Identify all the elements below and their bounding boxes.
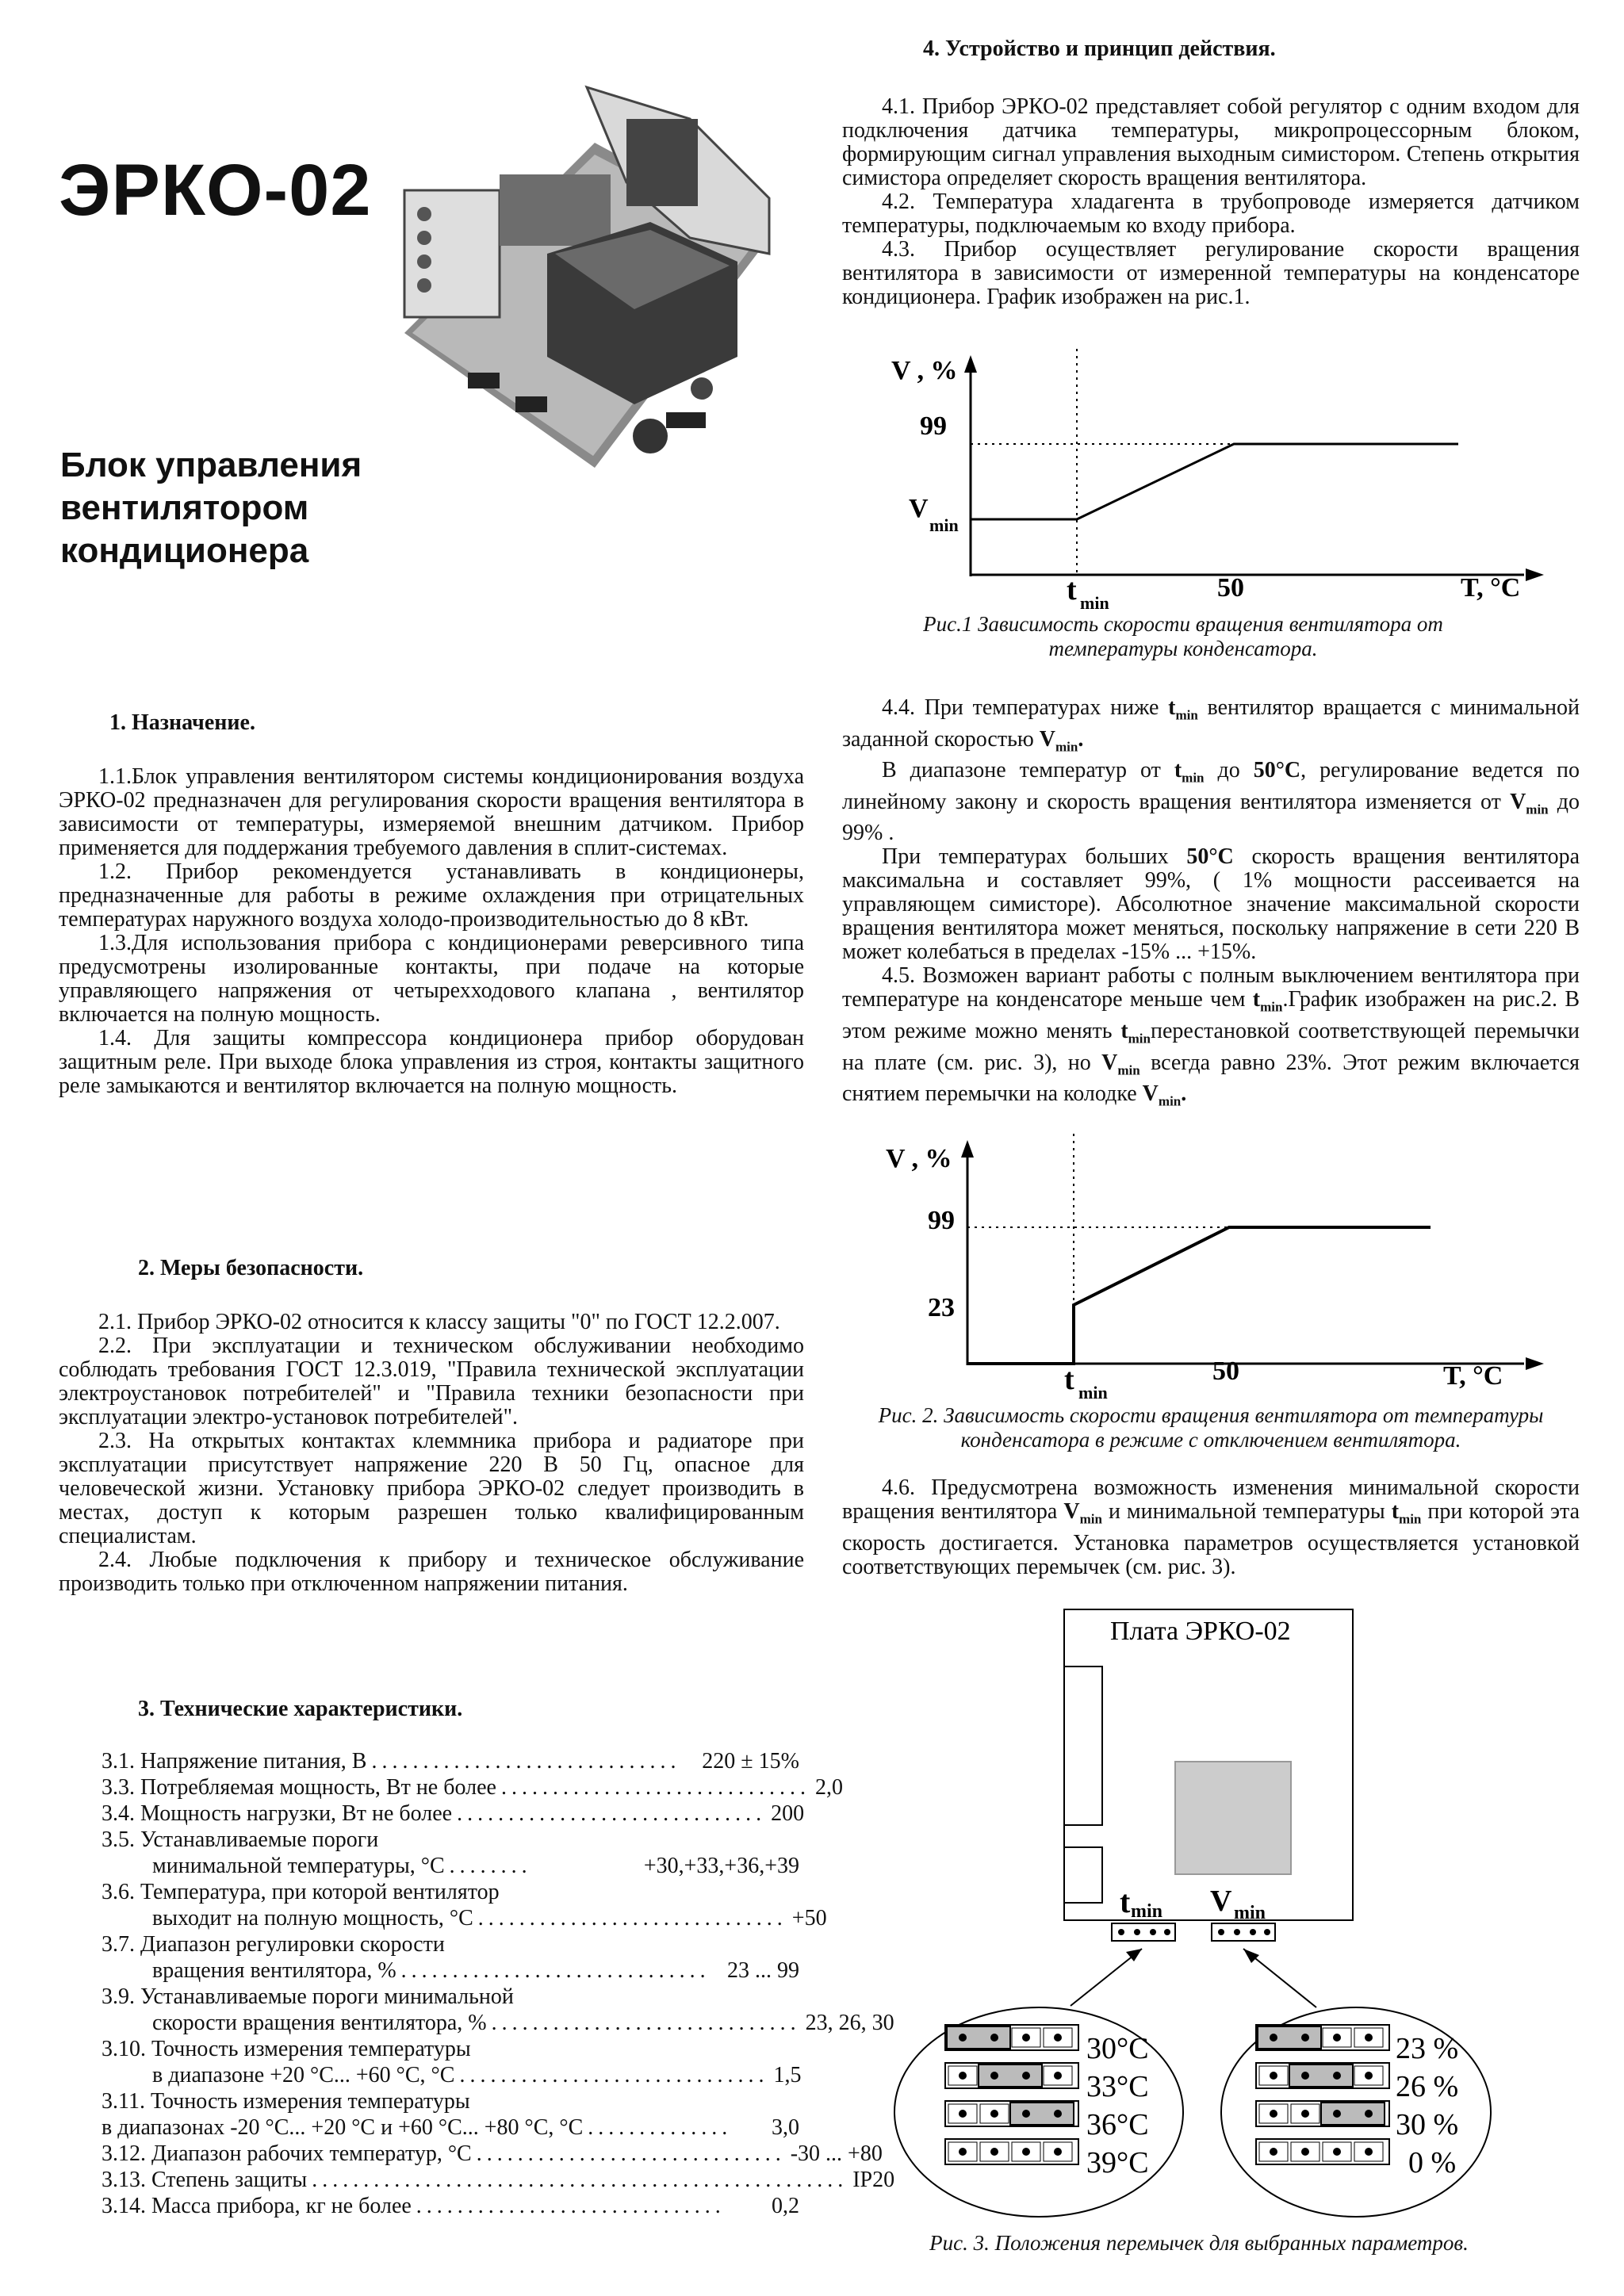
board-label: Плата ЭРКО-02 [1110,1617,1291,1646]
x-tick-50: 50 [1212,1357,1239,1386]
spec-row: 3.11. Точность измерения температуры [102,2089,470,2114]
spec-row: выходит на полную мощность, °С .............................. +50 [152,1906,827,1931]
paragraph: 2.2. При эксплуатации и техническом обслуживании необходимо соблюдать требования ГОСТ 12.3.019, "Правила технической эксплуатации электроустановок потребителей" и "Правила техники безопасности при эксплуатации электро-установок потребителей". [59,1334,804,1429]
jumper-cap [1289,2064,1353,2087]
jumper-pin [959,2034,967,2042]
jumper-pin [990,2148,998,2156]
y-tick-vmin-sub: min [929,515,959,535]
figure-1-chart [842,341,1588,618]
jumper-pin [990,2072,998,2080]
jumper-pin [1365,2110,1373,2118]
y-tick-vmin: V [909,494,929,523]
spec-row: минимальной температуры, °С ........ +30,+33,+36,+39 [152,1854,799,1878]
jumper-cap [1258,2026,1321,2049]
spec-row: скорости вращения вентилятора, % .............................. 23, 26, 30 [152,2011,894,2035]
subtitle-line: кондиционера [60,531,309,570]
jumper-pin [1333,2148,1341,2156]
temp-option: 39°C [1086,2146,1149,2179]
spec-row: 3.6. Температура, при которой вентилятор [102,1880,500,1904]
x-tick-tmin: t [1064,1363,1074,1396]
section-4-intro [842,95,1580,309]
section-title: 3. Технические характеристики. [138,1697,463,1721]
x-axis-label: T, °C [1461,573,1521,603]
section-title: 4. Устройство и принцип действия. [923,36,1276,61]
paragraph: При температурах больших 50°С скорость вращения вентилятора максимальна и составляет 99%, ( 1% мощности рассеивается на управляющем симисторе). Абсолютное значение максимальной скорости вращения вентилятора может меняться, поскольку напряжение в сети 220 В может колебаться в пределах -15% ... +15%. [842,844,1580,965]
speed-option: 26 % [1396,2070,1459,2103]
jumper-cap [1321,2103,1385,2125]
y-axis-arrow [964,355,977,373]
tmin-label: t [1120,1884,1131,1919]
temp-option: 36°C [1086,2108,1149,2141]
temp-option: 33°C [1086,2070,1149,2103]
jumper-pin [1270,2034,1277,2042]
subtitle-line: Блок управления [60,446,362,484]
paragraph: 1.2. Прибор рекомендуется устанавливать в кондиционеры, предназначенные для работы в режиме охлаждения при отрицательных температурах наружного воздуха холодо-производительностью до 8 кВт. [59,859,804,932]
jumper-pin [1333,2072,1341,2080]
spec-row: 3.12. Диапазон рабочих температур, °С .............................. -30 ... +80 [102,2141,883,2166]
speed-option: 30 % [1396,2108,1459,2141]
section-2 [59,1257,804,1596]
figure-1-caption: Рис.1 Зависимость скорости вращения вентилятора от температуры конденсатора. [923,612,1443,660]
page-title: ЭРКО-02 [59,150,372,231]
paragraph: 4.3. Прибор осуществляет регулирование скорости вращения вентилятора в зависимости от измеренной температуры на конденсаторе кондиционера. График изображен на рис.1. [842,237,1580,309]
board-chip [1175,1762,1291,1874]
jumper-pin [1333,2034,1341,2042]
series-line [971,444,1458,519]
jumper-cap [947,2026,1010,2049]
y-axis-label: V , % [886,1144,952,1173]
jumper-cap [979,2064,1042,2087]
spec-row: 3.5. Устанавливаемые пороги [102,1827,379,1852]
jumper-pin [1301,2110,1309,2118]
x-tick-tmin-sub: min [1078,1383,1108,1402]
spec-row: 3.13. Степень защиты .................................................... IP20 [102,2168,895,2192]
spec-row: вращения вентилятора, % .............................. 23 ... 99 [152,1958,799,1983]
spec-row: 3.10. Точность измерения температуры [102,2037,471,2061]
board-connector [1064,1667,1102,1825]
series-line [967,1227,1431,1364]
jumper-pin [1333,2110,1341,2118]
spec-row: 3.9. Устанавливаемые пороги минимальной [102,1984,514,2009]
jumper-pin [959,2110,967,2118]
paragraph: 4.1. Прибор ЭРКО-02 представляет собой регулятор с одним входом для подключения датчика температуры, микропроцессорным блоком, формирующим сигнал управления выходным симистором. Степень открытия симистора определяет скорость вращения вентилятора. [842,94,1580,190]
jumper-pin [990,2110,998,2118]
board-component [1064,1847,1102,1903]
jumper-cap [1010,2103,1074,2125]
jumper-pin [1054,2034,1062,2042]
vmin-label-sub: min [1234,1903,1266,1923]
spec-row: 3.14. Масса прибора, кг не более .............................. 0,2 [102,2194,799,2218]
y-axis-arrow [961,1140,974,1158]
paragraph: 1.3.Для использования прибора с кондиционерами реверсивного типа предусмотрены изолированные контакты, при подаче на которые управляющего напряжения от четырехходового клапана , вентилятор включается на полную мощность. [59,931,804,1027]
x-axis-label: T, °C [1443,1361,1503,1391]
figure-2-chart [842,1126,1588,1403]
jumper-pin [1270,2072,1277,2080]
jumper-pin [959,2072,967,2080]
x-axis-arrow [1526,1357,1544,1370]
circuit-board-photo [389,71,785,492]
subtitle [60,444,362,572]
y-tick-99: 99 [920,411,947,441]
paragraph: 2.4. Любые подключения к прибору и техническое обслуживание производить только при отключенном напряжении питания. [59,1548,804,1596]
spec-table [102,1748,895,2219]
temp-option: 30°C [1086,2032,1149,2065]
figure-3-caption: Рис. 3. Положения перемычек для выбранных параметров. [929,2231,1469,2255]
jumper-pin [1054,2148,1062,2156]
paragraph: 2.3. На открытых контактах клеммника прибора и радиаторе при эксплуатации присутствует напряжение 220 В 50 Гц, опасное для человеческой жизни. Установку прибора ЭРКО-02 следует производить в местах, доступ к которым разрешен только квалифицированным специалистам. [59,1429,804,1548]
spec-row: 3.4. Мощность нагрузки, Вт не более .............................. 200 [102,1801,805,1826]
jumper-pin [959,2148,967,2156]
jumper-pin [1270,2148,1277,2156]
y-tick-99: 99 [928,1206,955,1235]
jumper-pin [1301,2072,1309,2080]
x-tick-50: 50 [1217,573,1244,603]
paragraph: 4.5. Возможен вариант работы с полным выключением вентилятора при температуре на конденсаторе меньше чем $t_{min}.График$ изображен на рис.2. В этом режиме можно менять $t_{min}перестановкой$ соответствующей перемычки на плате (см. рис. 3), но $V_{min}$ всегда равно 23%. Этот режим включается снятием перемычки на колодке $V_{min}$. [842,963,1580,1109]
x-tick-tmin: t [1067,573,1077,607]
spec-row: в диапазоне +20 °С... +60 °С, °С .............................. 1,5 [152,2063,802,2087]
paragraph: 4.6. Предусмотрена возможность изменения минимальной скорости вращения вентилятора $V_{min}$ и минимальной температуры $t_{min}$ при которой эта скорость достигается. Установка параметров осуществляется установкой соответствующих перемычек (см. рис. 3). [842,1475,1580,1579]
jumper-pin [1301,2034,1309,2042]
section-4-4 [842,696,1580,1114]
section-1 [59,711,804,1098]
section-title: 2. Меры безопасности. [138,1256,364,1280]
paragraph: 4.4. При температурах ниже $t_{min}$ вентилятор вращается с минимальной заданной скоростью $V_{min}$. [842,695,1580,755]
jumper-pin [1022,2110,1030,2118]
paragraph: 1.1.Блок управления вентилятором системы кондиционирования воздуха ЭРКО-02 предназначен для регулирования скорости вращения вентилятора в зависимости от температуры, измеряемой внешним датчиком. Прибор применяется для поддержания требуемого давления в сплит-системах. [59,764,804,860]
paragraph: В диапазоне температур от $t_{min}$ до 50°С, регулирование ведется по линейному закону и скорость вращения вентилятора изменяется от $V_{min}$ до 99% . [842,758,1580,846]
jumper-pin [1365,2148,1373,2156]
spec-row: 3.1. Напряжение питания, В .............................. 220 ± 15% [102,1749,799,1774]
jumper-pin [1022,2072,1030,2080]
paragraph: 1.4. Для защиты компрессора кондиционера прибор оборудован защитным реле. При выходе блока управления из строя, контакты защитного реле замыкаются и вентилятор включается на полную мощность. [59,1026,804,1098]
jumper-pin [1054,2110,1062,2118]
y-axis-label: V , % [891,356,958,385]
spec-row: в диапазонах -20 °С... +20 °С и +60 °С... +80 °С, °С .............. 3,0 [102,2115,799,2140]
spec-row: 3.3. Потребляемая мощность, Вт не более .............................. 2,0 [102,1775,843,1800]
speed-option: 0 % [1408,2146,1457,2179]
jumper-pin [1270,2110,1277,2118]
speed-option: 23 % [1396,2032,1459,2065]
jumper-pin [1022,2148,1030,2156]
section-4-6 [842,1476,1580,1579]
subtitle-line: вентилятором [60,488,309,527]
spec-row: 3.7. Диапазон регулировки скорости [102,1932,445,1957]
jumper-pin [1365,2034,1373,2042]
x-axis-arrow [1526,568,1544,581]
jumper-pin [1054,2072,1062,2080]
jumper-pin [990,2034,998,2042]
x-tick-tmin-sub: min [1080,593,1109,613]
vmin-label: V [1210,1885,1232,1918]
figure-3-diagram [888,1609,1491,2220]
tmin-label-sub: min [1131,1901,1163,1922]
jumper-pin [1301,2148,1309,2156]
y-tick-23: 23 [928,1293,955,1322]
paragraph: 2.1. Прибор ЭРКО-02 относится к классу защиты "0" по ГОСТ 12.2.007. [98,1310,780,1334]
jumper-pin [1022,2034,1030,2042]
paragraph: 4.2. Температура хладагента в трубопроводе измеряется датчиком температуры, подключаемым ко входу прибора. [842,189,1580,238]
section-title: 1. Назначение. [109,710,255,735]
jumper-pin [1365,2072,1373,2080]
figure-2-caption: Рис. 2. Зависимость скорости вращения вентилятора от температуры конденсатора в режиме с отключением вентилятора. [878,1403,1544,1452]
